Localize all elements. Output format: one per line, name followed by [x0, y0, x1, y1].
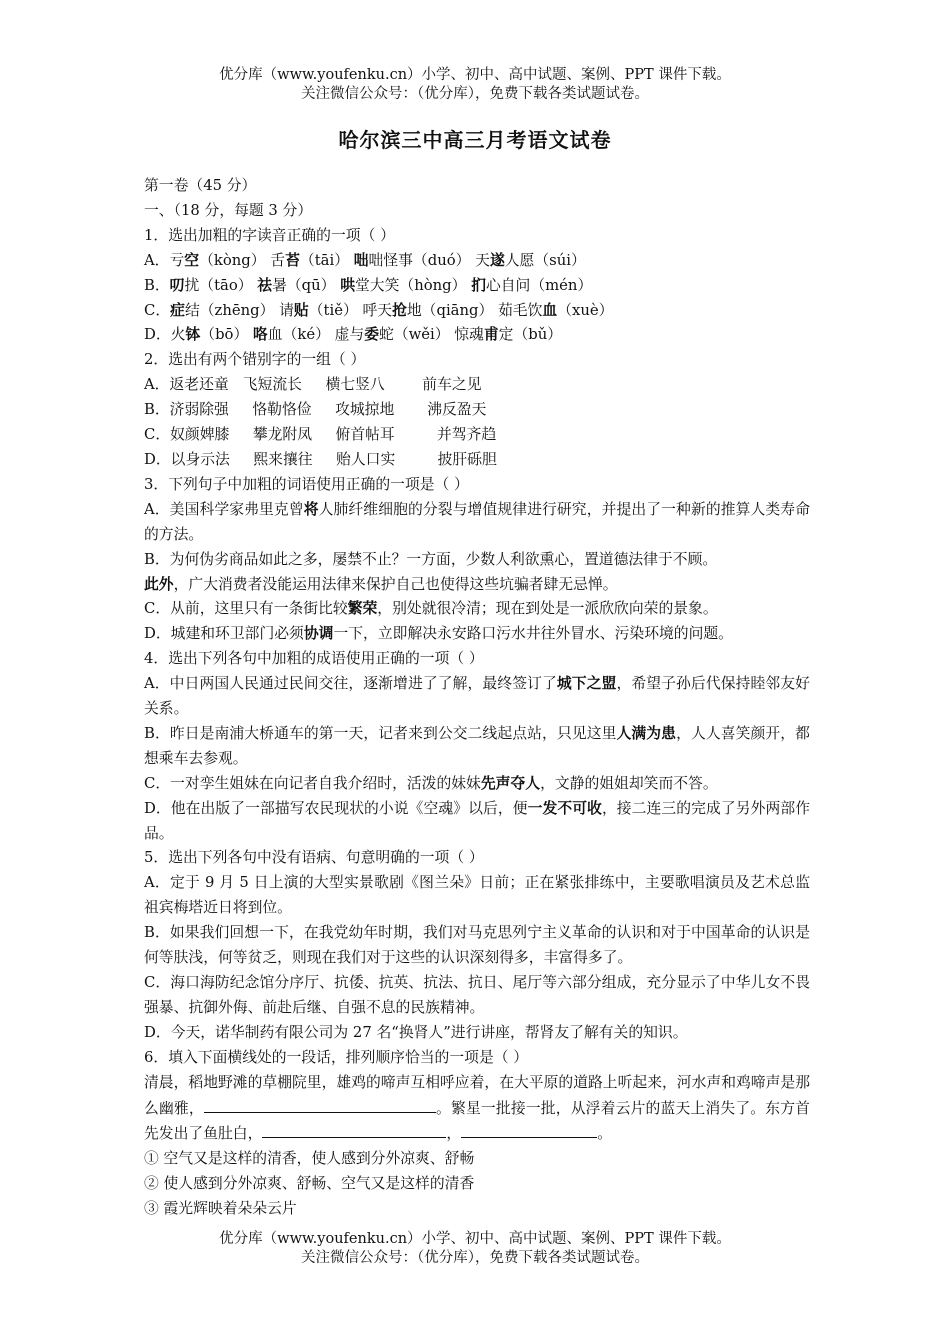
question-6-stem: 6．填入下面横线处的一段话，排列顺序恰当的一项是（ ） — [144, 1048, 529, 1066]
question-1-option-c: C．症结（zhēng） 请贴（tiě） 呼天抢地（qiāng） 茹毛饮血（xuè） — [144, 301, 614, 319]
question-5-option-b: B．如果我们回想一下，在我党幼年时期，我们对马克思列宁主义革命的认识和对于中国革命的认识是何等肤浅，何等贫乏，则现在我们对于这些的认识深刻得多，丰富得多了。 — [144, 924, 810, 967]
question-3-option-a: A．美国科学家弗里克曾将人肺纤维细胞的分裂与增值规律进行研究，并提出了一种新的推算人类寿命的方法。 — [144, 500, 810, 543]
question-6-choice-2: ② 使人感到分外凉爽、舒畅、空气又是这样的清香 — [144, 1175, 475, 1193]
question-5-stem: 5．选出下列各句中没有语病、句意明确的一项（ ） — [144, 849, 484, 867]
exam-title: 哈尔滨三中高三月考语文试卷 — [338, 128, 612, 152]
fill-blank-2[interactable] — [262, 1121, 446, 1138]
question-1-stem: 1．选出加粗的字读音正确的一项（ ） — [144, 226, 395, 244]
question-1-option-d: D．火钵（bō） 咯血（ké） 虚与委蛇（wěi） 惊魂甫定（bǔ） — [144, 326, 563, 344]
question-6-passage: 清晨，稻地野滩的草棚院里，雄鸡的啼声互相呼应着，在大平原的道路上听起来，河水声和鸡啼声是那么幽雅， 。繁星一批接一批，从浮着云片的蓝天上消失了。东方首先发出了鱼肚白， ， 。 — [144, 1073, 810, 1143]
question-3-option-b-line2: 此外，广大消费者没能运用法律来保护自己也使得这些坑骗者肆无忌惮。 — [144, 575, 618, 593]
fill-blank-1[interactable] — [204, 1096, 436, 1113]
question-3-option-b-line1: B．为何伪劣商品如此之多，屡禁不止？一方面，少数人利欲熏心，置道德法律于不顾。 — [144, 550, 718, 568]
section-heading: 第一卷（45 分） — [144, 177, 257, 194]
footer-line-1: 优分库（www.youfenku.cn）小学、初中、高中试题、案例、PPT 课件下载。 — [219, 1231, 731, 1247]
question-2-option-a: A．返老还童 飞短流长 横七竖八 前车之见 — [144, 376, 482, 394]
question-4-option-b: B．昨日是南浦大桥通车的第一天，记者来到公交二线起点站，只见这里人满为患，人人喜笑颜开，都想乘车去参观。 — [144, 724, 810, 767]
question-6-choice-3: ③ 霞光辉映着朵朵云片 — [144, 1200, 297, 1218]
question-5-option-a: A．定于 9 月 5 日上演的大型实景歌剧《图兰朵》日前；正在紧张排练中，主要歌唱演员及艺术总监祖宾梅塔近日将到位。 — [144, 874, 810, 917]
question-5-option-d: D．今天，诺华制药有限公司为 27 名“换肾人”进行讲座，帮肾友了解有关的知识。 — [144, 1023, 688, 1041]
footer-line-2: 关注微信公众号：（优分库），免费下载各类试题试卷。 — [301, 1250, 649, 1266]
question-1-option-a: A．亏空（kòng） 舌苔（tāi） 咄咄怪事（duó） 天遂人愿（súi） — [144, 251, 586, 269]
question-1-option-b: B．叨扰（tāo） 祛暑（qū） 哄堂大笑（hòng） 扪心自问（mén） — [144, 276, 593, 294]
header-line-2: 关注微信公众号：（优分库），免费下载各类试题试卷。 — [301, 86, 649, 102]
question-2-option-b: B．济弱除强 恪勒恪俭 攻城掠地 沸反盈天 — [144, 401, 487, 419]
question-4-option-d: D．他在出版了一部描写农民现状的小说《空魂》以后，便一发不可收，接二连三的完成了另外两部作品。 — [144, 799, 810, 842]
page-footer — [0, 1230, 950, 1268]
question-3-option-c: C．从前，这里只有一条街比较繁荣，别处就很冷清；现在到处是一派欣欣向荣的景象。 — [144, 600, 718, 618]
question-3-stem: 3．下列句子中加粗的词语使用正确的一项是（ ） — [144, 475, 469, 493]
question-6-choice-1: ① 空气又是这样的清香，使人感到分外凉爽、舒畅 — [144, 1150, 475, 1168]
question-4-option-c: C．一对孪生姐妹在向记者自我介绍时，活泼的妹妹先声夺人，文静的姐姐却笑而不答。 — [144, 774, 718, 792]
exam-content — [144, 174, 810, 1222]
question-3-option-d: D．城建和环卫部门必须协调一下，立即解决永安路口污水井往外冒水、污染环境的问题。 — [144, 625, 733, 643]
question-2-option-c: C．奴颜婢膝 攀龙附凤 俯首帖耳 并驾齐趋 — [144, 426, 497, 444]
part-heading: 一、（18 分，每题 3 分） — [144, 201, 313, 219]
header-line-1: 优分库（www.youfenku.cn）小学、初中、高中试题、案例、PPT 课件下载。 — [219, 67, 731, 83]
question-4-option-a: A．中日两国人民通过民间交往，逐渐增进了了解，最终签订了城下之盟，希望子孙后代保持睦邻友好关系。 — [144, 675, 810, 718]
page-header — [0, 66, 950, 104]
question-2-option-d: D．以身示法 熙来攘往 贻人口实 披肝砾胆 — [144, 450, 497, 468]
question-2-stem: 2．选出有两个错别字的一组（ ） — [144, 351, 366, 369]
fill-blank-3[interactable] — [461, 1121, 597, 1138]
question-5-option-c: C．海口海防纪念馆分序厅、抗倭、抗英、抗法、抗日、尾厅等六部分组成，充分显示了中华儿女不畏强暴、抗御外侮、前赴后继、自强不息的民族精神。 — [144, 974, 810, 1016]
question-4-stem: 4．选出下列各句中加粗的成语使用正确的一项（ ） — [144, 650, 484, 668]
